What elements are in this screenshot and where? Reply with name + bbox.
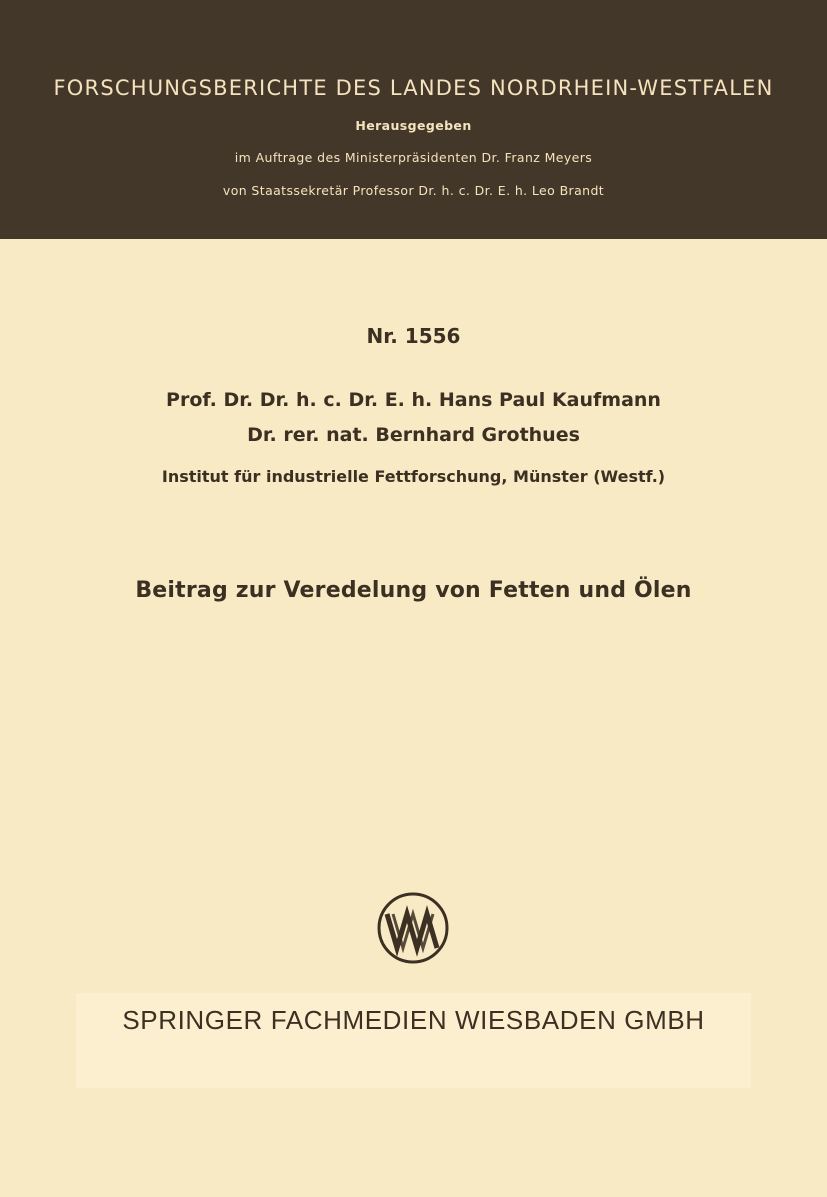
report-title: Beitrag zur Veredelung von Fetten und Ölen — [135, 577, 692, 603]
author-primary: Prof. Dr. Dr. h. c. Dr. E. h. Hans Paul Kaufmann — [166, 389, 661, 411]
series-title: FORSCHUNGSBERICHTE DES LANDES NORDRHEIN-WESTFALEN — [53, 76, 774, 100]
publisher-name: SPRINGER FACHMEDIEN WIESBADEN GMBH — [122, 1005, 705, 1035]
report-number: Nr. 1556 — [366, 324, 461, 348]
editor-line-1: im Auftrage des Ministerpräsidenten Dr. Franz Meyers — [234, 150, 593, 165]
institute-name: Institut für industrielle Fettforschung, Münster (Westf.) — [161, 467, 666, 486]
westdeutscher-verlag-logo-icon — [376, 891, 450, 965]
editor-line-2: von Staatssekretär Professor Dr. h. c. Dr. E. h. Leo Brandt — [222, 183, 605, 198]
editor-label: Herausgegeben — [355, 118, 472, 133]
author-secondary: Dr. rer. nat. Bernhard Grothues — [247, 424, 580, 446]
series-header-band — [0, 0, 827, 239]
